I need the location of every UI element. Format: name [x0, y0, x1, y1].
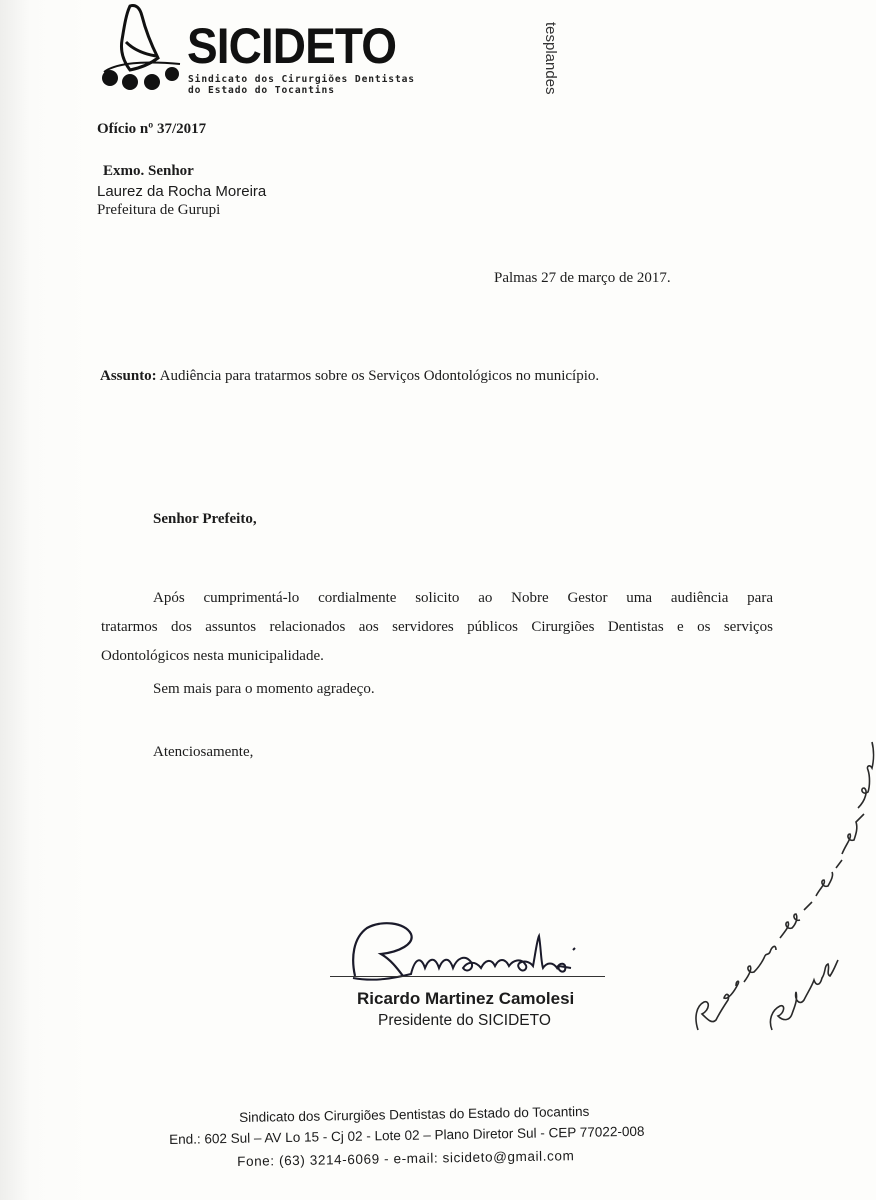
sicideto-logo-icon — [100, 2, 185, 90]
handwritten-signature — [345, 918, 585, 988]
handwritten-receipt-note — [680, 730, 876, 1050]
letter-body — [101, 584, 773, 671]
letter-reference: Ofício nº 37/2017 — [97, 121, 207, 137]
addressee-organization: Prefeitura de Gurupi — [97, 202, 221, 218]
addressee-name: Laurez da Rocha Moreira — [97, 183, 267, 200]
footer-contact: Fone: (63) 3214-6069 - e-mail: sicideto@gmail.com — [237, 1148, 575, 1169]
letter-date: Palmas 27 de março de 2017. — [494, 270, 671, 286]
logo-subtitle-line2: do Estado do Tocantins — [188, 85, 335, 96]
signature-line — [330, 976, 605, 977]
receipt-signature-name — [760, 1000, 763, 1001]
footer-address: End.: 602 Sul – AV Lo 15 - Cj 02 - Lote 02 – Plano Diretor Sul - CEP 77022-008 — [169, 1123, 645, 1147]
signatory-name: Ricardo Martinez Camolesi — [357, 989, 575, 1008]
logo-subtitle-line1: Sindicato dos Cirurgiões Dentistas — [188, 74, 415, 85]
salutation: Senhor Prefeito, — [153, 511, 257, 527]
logo-wordmark: SICIDETO — [187, 18, 397, 74]
addressee-title: Exmo. Senhor — [103, 163, 194, 179]
logo-subtitle — [188, 74, 415, 96]
subject-label: Assunto: — [100, 368, 157, 384]
signatory-role: Presidente do SICIDETO — [378, 1012, 551, 1029]
footer-line-1: Sindicato dos Cirurgiões Dentistas do Estado do Tocantins — [239, 1103, 590, 1125]
subject-line — [100, 367, 599, 385]
side-stamp-text: tesplandes — [542, 22, 559, 95]
body-line-2: tratarmos dos assuntos relacionados aos servidores públicos Cirurgiões Dentistas e os serviços — [101, 619, 773, 635]
sign-off: Atenciosamente, — [153, 744, 254, 760]
body-line-1: Após cumprimentá-lo cordialmente solicito ao Nobre Gestor uma audiência para — [153, 590, 773, 606]
closing-line: Sem mais para o momento agradeço. — [153, 681, 375, 697]
subject-text: Audiência para tratarmos sobre os Serviços Odontológicos no município. — [159, 368, 600, 384]
body-line-3: Odontológicos nesta municipalidade. — [101, 648, 324, 664]
